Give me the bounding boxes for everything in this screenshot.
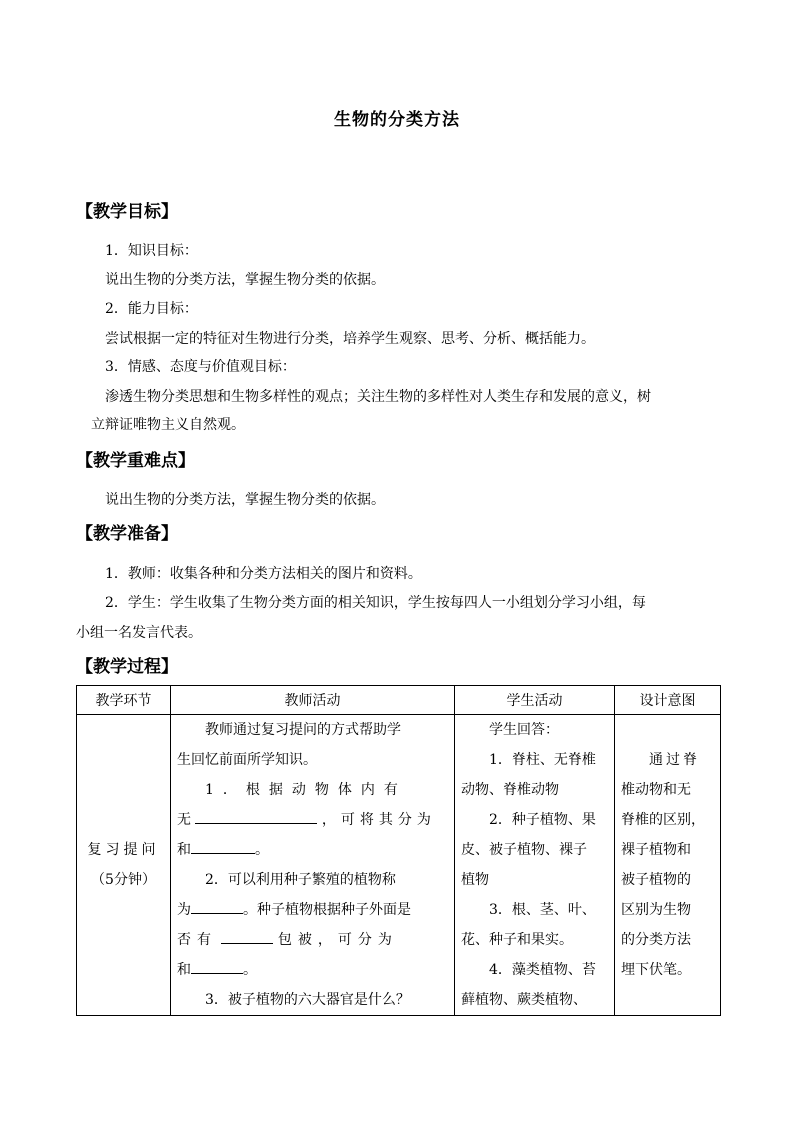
table-row xyxy=(77,715,721,1016)
ability-text: 尝试根据一定的特征对生物进行分类，培养学生观察、思考、分析、概括能力。 xyxy=(105,331,595,347)
teacher-line: 和 。 xyxy=(177,955,448,985)
teacher-line: 否有 包被，可分为 xyxy=(177,925,448,955)
fill-blank[interactable] xyxy=(191,957,243,974)
student-line: 2．种子植物、果 xyxy=(489,812,596,828)
design-line: 通过脊 xyxy=(649,752,700,768)
column-header-stage: 教学环节 xyxy=(77,686,171,715)
fill-blank[interactable] xyxy=(191,897,243,914)
student-line: 学生回答： xyxy=(489,722,559,738)
teacher-line: 为 。种子植物根据种子外面是 xyxy=(177,895,448,925)
design-line: 区别为生物 xyxy=(621,902,691,918)
teacher-line: 1．根据动物体内有 xyxy=(205,782,407,798)
design-line: 椎动物和无 xyxy=(621,782,691,798)
design-line: 的分类方法 xyxy=(621,932,691,948)
key-points-text: 说出生物的分类方法，掌握生物分类的依据。 xyxy=(105,492,385,508)
section-heading-process: 【教学过程】 xyxy=(76,657,178,677)
student-line: 动物、脊椎动物 xyxy=(461,782,559,798)
stage-cell xyxy=(77,715,171,1016)
teacher-line: 生回忆前面所学知识。 xyxy=(177,752,317,768)
student-line: 皮、被子植物、裸子 xyxy=(461,842,587,858)
teacher-line: 2．可以利用种子繁殖的植物称 xyxy=(205,872,396,888)
teacher-activity-cell xyxy=(171,715,455,1016)
teacher-line: 和 。 xyxy=(177,835,448,865)
teacher-line: 教师通过复习提问的方式帮助学 xyxy=(205,722,401,738)
teacher-line: 3．被子植物的六大器官是什么？ xyxy=(205,992,410,1008)
column-header-teacher: 教师活动 xyxy=(171,686,455,715)
preparation-student-2: 小组一名发言代表。 xyxy=(76,625,202,641)
student-line: 花、种子和果实。 xyxy=(461,932,573,948)
student-activity-cell xyxy=(455,715,615,1016)
ability-label: 2．能力目标： xyxy=(105,301,198,317)
section-heading-objectives: 【教学目标】 xyxy=(76,202,178,222)
emotion-label: 3．情感、态度与价值观目标： xyxy=(105,359,296,375)
document-title: 生物的分类方法 xyxy=(334,110,460,130)
design-intent-cell xyxy=(615,715,721,1016)
emotion-text-1: 渗透生物分类思想和生物多样性的观点；关注生物的多样性对人类生存和发展的意义，树 xyxy=(105,389,651,405)
student-line: 3．根、茎、叶、 xyxy=(489,902,596,918)
knowledge-label: 1．知识目标： xyxy=(105,243,198,259)
emotion-text-2: 立辩证唯物主义自然观。 xyxy=(91,417,245,433)
knowledge-text: 说出生物的分类方法，掌握生物分类的依据。 xyxy=(105,272,385,288)
student-line: 藓植物、蕨类植物、 xyxy=(461,992,587,1008)
column-header-student: 学生活动 xyxy=(455,686,615,715)
teacher-line: 无 ，可将其分为 xyxy=(177,805,448,835)
process-table xyxy=(76,685,721,1016)
design-line: 裸子植物和 xyxy=(621,842,691,858)
student-line: 1．脊柱、无脊椎 xyxy=(489,752,596,768)
preparation-teacher: 1．教师：收集各种和分类方法相关的图片和资料。 xyxy=(105,566,422,582)
stage-name: 复习提问 xyxy=(87,842,160,858)
fill-blank[interactable] xyxy=(221,927,273,944)
fill-blank[interactable] xyxy=(195,807,317,824)
table-header-row xyxy=(77,686,721,715)
section-heading-preparation: 【教学准备】 xyxy=(76,524,178,544)
fill-blank[interactable] xyxy=(191,837,255,854)
stage-time: （5分钟） xyxy=(91,872,156,888)
student-line: 4．藻类植物、苔 xyxy=(489,962,596,978)
design-line: 被子植物的 xyxy=(621,872,691,888)
design-line: 脊椎的区别， xyxy=(621,812,705,828)
column-header-design: 设计意图 xyxy=(615,686,721,715)
student-line: 植物 xyxy=(461,872,489,888)
design-line: 埋下伏笔。 xyxy=(621,962,691,978)
preparation-student-1: 2．学生：学生收集了生物分类方面的相关知识，学生按每四人一小组划分学习小组，每 xyxy=(105,595,646,611)
section-heading-key-points: 【教学重难点】 xyxy=(76,451,195,471)
